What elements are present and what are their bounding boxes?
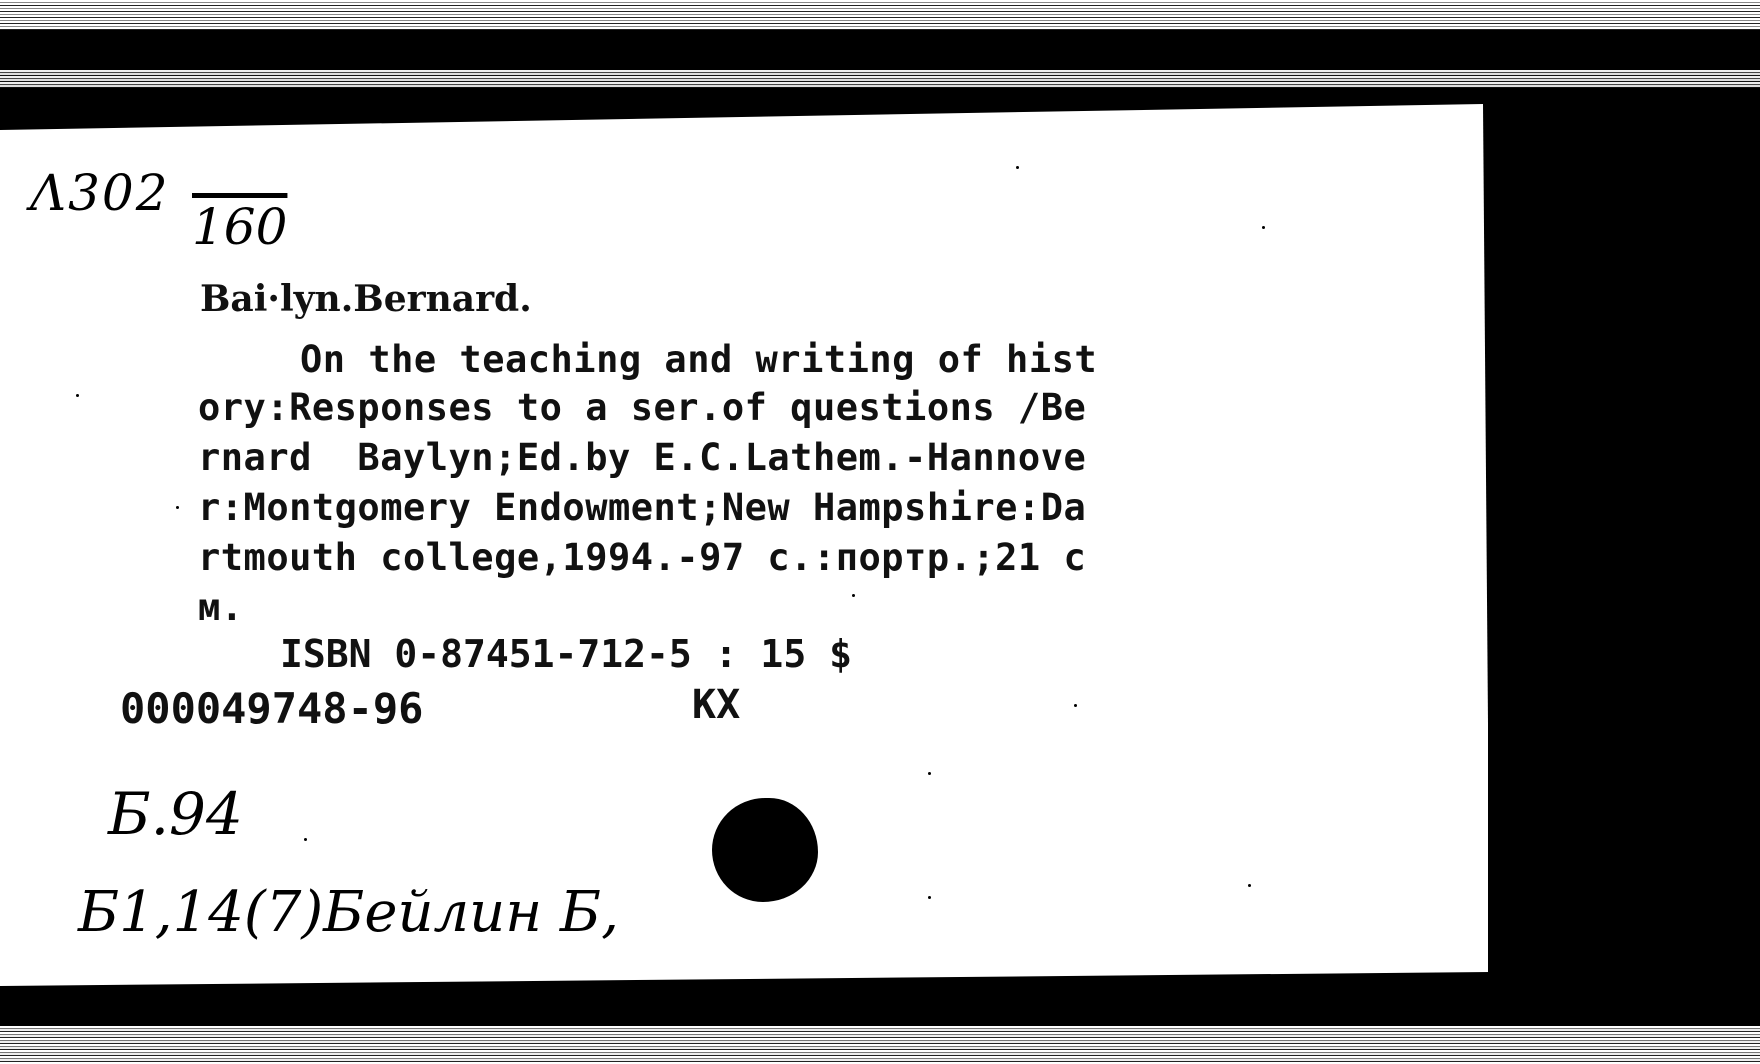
handwritten-classification: Б1,14(7)Бейлин Б, bbox=[78, 880, 619, 945]
body-line: м. bbox=[198, 586, 244, 629]
dust-speck bbox=[1016, 166, 1019, 169]
dust-speck bbox=[852, 594, 855, 597]
handwritten-date: Б.94 bbox=[108, 780, 243, 848]
dust-speck bbox=[928, 772, 931, 775]
isbn-line: ISBN 0-87451-712-5 : 15 $ bbox=[280, 632, 852, 676]
body-line: rnard Baylyn;Ed.by E.C.Lathem.-Hannove bbox=[198, 436, 1087, 479]
scanner-edge-middle bbox=[0, 70, 1760, 88]
body-line: ory:Responses to a ser.of questions /Be bbox=[198, 386, 1087, 429]
dust-speck bbox=[176, 506, 179, 509]
dust-speck bbox=[1248, 884, 1251, 887]
dust-speck bbox=[1262, 226, 1265, 229]
body-line: r:Montgomery Endowment;New Hampshire:Da bbox=[198, 486, 1087, 529]
department-code: KX bbox=[692, 682, 741, 728]
call-number: Λ302 bbox=[30, 164, 170, 222]
scanner-edge-top bbox=[0, 0, 1760, 30]
author-heading: Bai·lyn.Bernard. bbox=[200, 278, 532, 320]
body-line: On the teaching and writing of hist bbox=[300, 338, 1098, 381]
body-line: rtmouth college,1994.-97 c.:портр.;21 с bbox=[198, 536, 1087, 579]
scanner-edge-bottom bbox=[0, 1026, 1760, 1064]
inventory-number: 000049748-96 bbox=[120, 684, 424, 733]
dust-speck bbox=[928, 896, 931, 899]
punch-hole bbox=[712, 798, 818, 902]
dust-speck bbox=[304, 838, 307, 841]
dust-speck bbox=[1074, 704, 1077, 707]
call-number-sub: 160 bbox=[192, 198, 288, 256]
dust-speck bbox=[76, 394, 79, 397]
